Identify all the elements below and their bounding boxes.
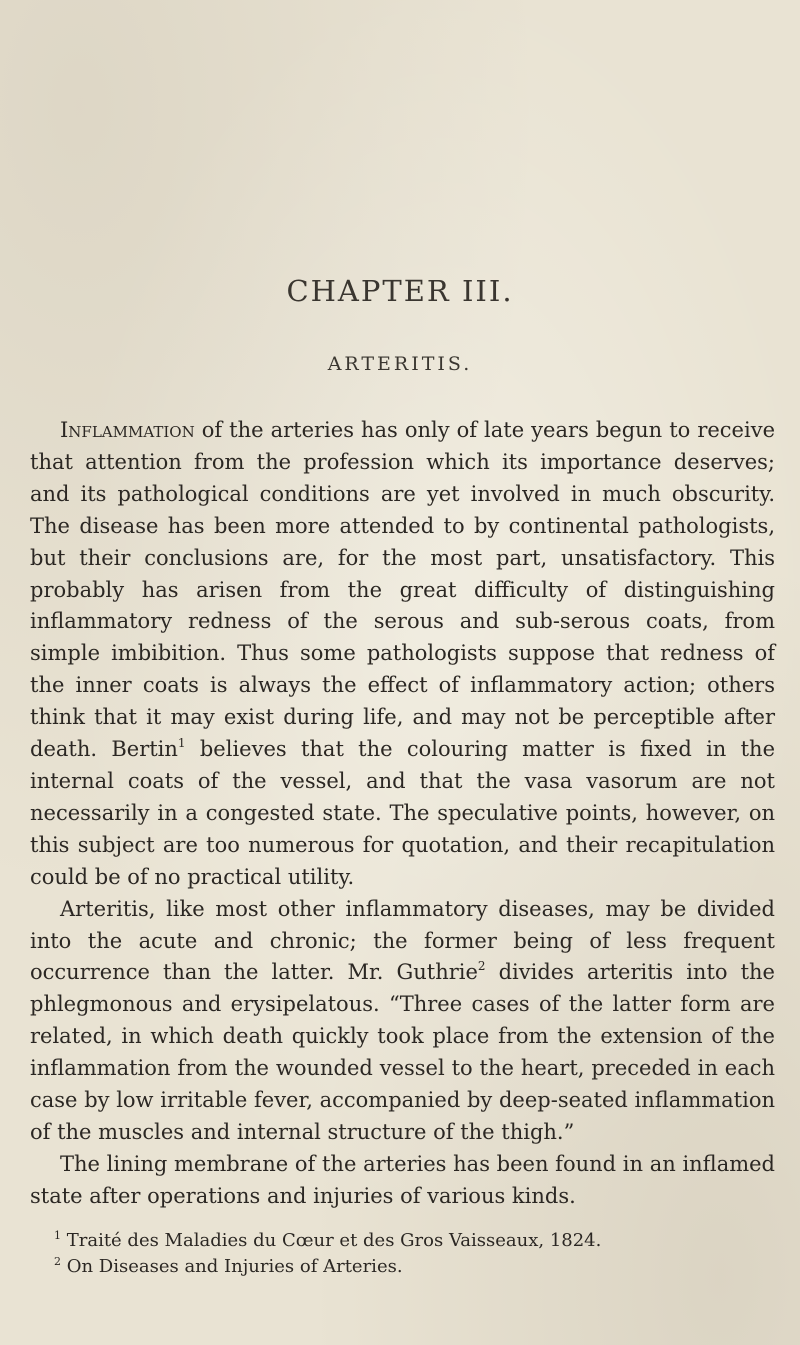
paragraph-2 <box>30 894 775 1149</box>
paragraph-3-text: The lining membrane of the arteries has been found in an inflamed state after operations and injuries of various kinds. <box>30 1151 775 1208</box>
paragraph-2-text-continued: divides arteritis into the phlegmonous and erysipelatous. “Three cases of the latter form are related, in which death quickly took place from the extension of the inflammation from the wounded vessel to the heart, preceded in each case by low irritable fever, accompanied by deep-seated inflammation of the muscles and internal structure of the thigh.” <box>30 960 775 1144</box>
paragraph-1-text-continued: believes that the colouring matter is fixed in the internal coats of the vessel, and that the vasa vasorum are not necessarily in a congested state. The speculative points, however, on this subject are too numerous for quotation, and their recapitulation could be of no practical utility. <box>30 737 776 889</box>
footnote-1-text: Traité des Maladies du Cœur et des Gros Vaisseaux, 1824. <box>61 1230 602 1251</box>
paragraph-1-text: of the arteries has only of late years begun to receive that attention from the profession which its importance deserves; and its pathological conditions are yet involved in much obscurity. The disease has been more attended to by continental pathologists, but their conclusions are, for the most part, unsatisfactory. This probably has arisen from the great difficulty of distinguishing inflammatory redness of the serous and sub-serous coats, from simple imbibition. Thus some pathologists suppose that redness of the inner coats is always the effect of inflammatory action; others think that it may exist during life, and may not be perceptible after death. Bertin <box>30 418 775 762</box>
footnote-ref-2: 2 <box>477 959 486 974</box>
footnote-mark-2: 2 <box>54 1255 61 1268</box>
footnote-1 <box>30 1228 775 1254</box>
footnote-mark-1: 1 <box>54 1229 61 1242</box>
footnote-2 <box>30 1254 775 1280</box>
paragraph-3 <box>30 1149 775 1213</box>
paragraph-2-text: Arteritis, like most other inflammatory diseases, may be divided into the acute and chronic; the former being of less frequent occurrence than the latter. Mr. Guthrie <box>30 896 775 985</box>
section-title: ARTERITIS. <box>327 353 473 375</box>
paragraph-1 <box>30 415 775 894</box>
footnote-ref-1: 1 <box>177 736 186 751</box>
footnote-2-text: On Diseases and Injuries of Arteries. <box>61 1256 403 1277</box>
paragraph-lead-word: Inflammation <box>60 418 195 442</box>
body-text <box>30 415 775 1213</box>
footnotes <box>30 1228 775 1280</box>
chapter-title: CHAPTER III. <box>286 274 514 308</box>
